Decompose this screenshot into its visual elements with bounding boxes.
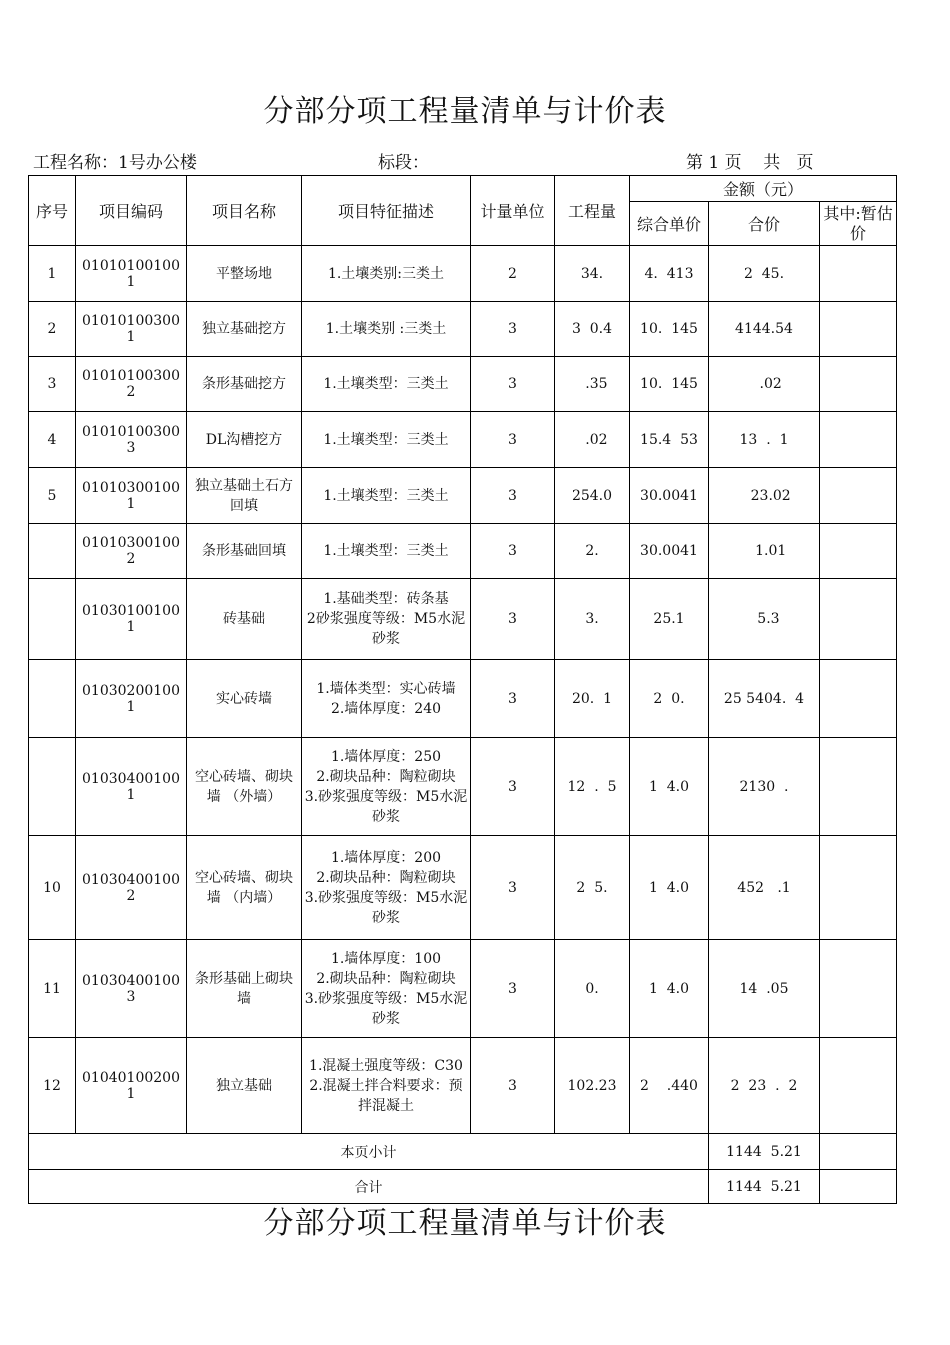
bill-of-quantities-table bbox=[28, 175, 897, 1204]
row-provisional bbox=[820, 1038, 897, 1134]
col-code: 项目编码 bbox=[76, 176, 187, 246]
row-provisional bbox=[820, 836, 897, 940]
row-unit-price: 4. 413 bbox=[630, 246, 709, 302]
table-row bbox=[29, 412, 897, 468]
row-desc: 1.土壤类别:三类土 bbox=[302, 246, 471, 302]
row-total: 1.01 bbox=[709, 524, 820, 579]
row-unit: 3 bbox=[471, 524, 555, 579]
table-row bbox=[29, 468, 897, 524]
page-subtotal-provisional bbox=[820, 1134, 897, 1170]
row-name: 条形基础上砌块墙 bbox=[187, 940, 302, 1038]
row-name: 独立基础土石方 回填 bbox=[187, 468, 302, 524]
row-seq bbox=[29, 579, 76, 660]
table-row bbox=[29, 738, 897, 836]
row-name: 实心砖墙 bbox=[187, 660, 302, 738]
col-name: 项目名称 bbox=[187, 176, 302, 246]
grand-total-value: 1144 5.21 bbox=[709, 1170, 820, 1204]
row-unit: 3 bbox=[471, 302, 555, 357]
col-seq: 序号 bbox=[29, 176, 76, 246]
table-row bbox=[29, 940, 897, 1038]
row-seq: 12 bbox=[29, 1038, 76, 1134]
row-code: 010301001001 bbox=[76, 579, 187, 660]
row-unit: 3 bbox=[471, 660, 555, 738]
table-row bbox=[29, 357, 897, 412]
row-desc: 1.基础类型：砖条基 2砂浆强度等级：M5水泥砂浆 bbox=[302, 579, 471, 660]
row-total: 2130 . bbox=[709, 738, 820, 836]
row-unit: 3 bbox=[471, 738, 555, 836]
row-provisional bbox=[820, 524, 897, 579]
col-provisional: 其中:暂估价 bbox=[820, 202, 897, 246]
row-total: 14 .05 bbox=[709, 940, 820, 1038]
row-total: 4144.54 bbox=[709, 302, 820, 357]
row-seq: 3 bbox=[29, 357, 76, 412]
col-unit: 计量单位 bbox=[471, 176, 555, 246]
row-unit-price: 30.0041 bbox=[630, 524, 709, 579]
page-indicator: 第 1 页 共 页 bbox=[686, 153, 814, 173]
row-qty: .02 bbox=[555, 412, 630, 468]
row-name: 平整场地 bbox=[187, 246, 302, 302]
row-qty: 0. bbox=[555, 940, 630, 1038]
col-total: 合价 bbox=[709, 202, 820, 246]
row-code: 010103001001 bbox=[76, 468, 187, 524]
row-name: DL沟槽挖方 bbox=[187, 412, 302, 468]
row-unit: 3 bbox=[471, 412, 555, 468]
row-unit: 3 bbox=[471, 357, 555, 412]
row-seq: 5 bbox=[29, 468, 76, 524]
row-qty: 2 5. bbox=[555, 836, 630, 940]
row-total: 13 . 1 bbox=[709, 412, 820, 468]
row-name: 砖基础 bbox=[187, 579, 302, 660]
row-unit-price: 1 4.0 bbox=[630, 836, 709, 940]
row-seq bbox=[29, 524, 76, 579]
row-desc: 1.土壤类别 :三类土 bbox=[302, 302, 471, 357]
section-label: 标段： bbox=[378, 153, 429, 173]
row-unit: 2 bbox=[471, 246, 555, 302]
row-provisional bbox=[820, 660, 897, 738]
row-name: 空心砖墙、砌块墙 （外墙） bbox=[187, 738, 302, 836]
col-amount: 金额（元） bbox=[630, 176, 897, 202]
table-row bbox=[29, 579, 897, 660]
row-code: 010101001001 bbox=[76, 246, 187, 302]
row-total: 5.3 bbox=[709, 579, 820, 660]
col-desc: 项目特征描述 bbox=[302, 176, 471, 246]
row-unit-price: 10. 145 bbox=[630, 357, 709, 412]
row-desc: 1.墙体厚度：100 2.砌块品种：陶粒砌块 3.砂浆强度等级：M5水泥砂浆 bbox=[302, 940, 471, 1038]
row-unit-price: 25.1 bbox=[630, 579, 709, 660]
row-seq bbox=[29, 738, 76, 836]
row-name: 空心砖墙、砌块墙 （内墙） bbox=[187, 836, 302, 940]
next-page-title: 分部分项工程量清单与计价表 bbox=[263, 1206, 667, 1241]
row-code: 010101003001 bbox=[76, 302, 187, 357]
table-row bbox=[29, 1038, 897, 1134]
bill-body bbox=[29, 246, 897, 1134]
col-unit-price: 综合单价 bbox=[630, 202, 709, 246]
row-name: 独立基础 bbox=[187, 1038, 302, 1134]
table-row bbox=[29, 246, 897, 302]
row-unit-price: 30.0041 bbox=[630, 468, 709, 524]
table-row bbox=[29, 524, 897, 579]
table-row bbox=[29, 836, 897, 940]
row-code: 010302001001 bbox=[76, 660, 187, 738]
row-total: 23.02 bbox=[709, 468, 820, 524]
row-desc: 1.墙体类型：实心砖墙 2.墙体厚度：240 bbox=[302, 660, 471, 738]
row-qty: 20. 1 bbox=[555, 660, 630, 738]
row-qty: 2. bbox=[555, 524, 630, 579]
row-unit-price: 15.4 53 bbox=[630, 412, 709, 468]
project-name: 工程名称：1号办公楼 bbox=[33, 153, 197, 173]
row-provisional bbox=[820, 579, 897, 660]
row-seq bbox=[29, 660, 76, 738]
row-qty: .35 bbox=[555, 357, 630, 412]
row-provisional bbox=[820, 940, 897, 1038]
row-unit: 3 bbox=[471, 1038, 555, 1134]
row-qty: 102.23 bbox=[555, 1038, 630, 1134]
row-provisional bbox=[820, 246, 897, 302]
row-desc: 1.墙体厚度：250 2.砌块品种：陶粒砌块 3.砂浆强度等级：M5水泥砂浆 bbox=[302, 738, 471, 836]
row-desc: 1.土壤类型：三类土 bbox=[302, 468, 471, 524]
row-unit: 3 bbox=[471, 836, 555, 940]
row-unit-price: 2 .440 bbox=[630, 1038, 709, 1134]
row-qty: 34. bbox=[555, 246, 630, 302]
row-provisional bbox=[820, 302, 897, 357]
col-qty: 工程量 bbox=[555, 176, 630, 246]
row-desc: 1.墙体厚度：200 2.砌块品种：陶粒砌块 3.砂浆强度等级：M5水泥砂浆 bbox=[302, 836, 471, 940]
page-subtotal-value: 1144 5.21 bbox=[709, 1134, 820, 1170]
row-provisional bbox=[820, 357, 897, 412]
row-code: 010401002001 bbox=[76, 1038, 187, 1134]
row-seq: 2 bbox=[29, 302, 76, 357]
table-row bbox=[29, 302, 897, 357]
row-qty: 3. bbox=[555, 579, 630, 660]
row-code: 010103001002 bbox=[76, 524, 187, 579]
row-unit-price: 2 0. bbox=[630, 660, 709, 738]
row-code: 010304001003 bbox=[76, 940, 187, 1038]
row-unit: 3 bbox=[471, 579, 555, 660]
row-unit: 3 bbox=[471, 468, 555, 524]
row-name: 条形基础回填 bbox=[187, 524, 302, 579]
row-desc: 1.土壤类型：三类土 bbox=[302, 412, 471, 468]
row-total: 2 23 . 2 bbox=[709, 1038, 820, 1134]
row-total: .02 bbox=[709, 357, 820, 412]
row-total: 452 .1 bbox=[709, 836, 820, 940]
row-total: 25 5404. 4 bbox=[709, 660, 820, 738]
row-qty: 12 . 5 bbox=[555, 738, 630, 836]
row-desc: 1.土壤类型：三类土 bbox=[302, 357, 471, 412]
row-total: 2 45. bbox=[709, 246, 820, 302]
row-provisional bbox=[820, 468, 897, 524]
row-desc: 1.混凝土强度等级：C30 2.混凝土拌合料要求：预拌混凝土 bbox=[302, 1038, 471, 1134]
grand-total-label: 合计 bbox=[29, 1170, 709, 1204]
row-qty: 254.0 bbox=[555, 468, 630, 524]
row-seq: 4 bbox=[29, 412, 76, 468]
row-unit-price: 1 4.0 bbox=[630, 738, 709, 836]
row-qty: 3 0.4 bbox=[555, 302, 630, 357]
row-name: 独立基础挖方 bbox=[187, 302, 302, 357]
row-unit-price: 10. 145 bbox=[630, 302, 709, 357]
page-title: 分部分项工程量清单与计价表 bbox=[263, 94, 667, 129]
row-seq: 1 bbox=[29, 246, 76, 302]
row-code: 010304001002 bbox=[76, 836, 187, 940]
row-provisional bbox=[820, 738, 897, 836]
row-unit-price: 1 4.0 bbox=[630, 940, 709, 1038]
row-seq: 10 bbox=[29, 836, 76, 940]
row-unit: 3 bbox=[471, 940, 555, 1038]
row-code: 010101003003 bbox=[76, 412, 187, 468]
page-subtotal-label: 本页小计 bbox=[29, 1134, 709, 1170]
row-provisional bbox=[820, 412, 897, 468]
row-code: 010304001001 bbox=[76, 738, 187, 836]
row-desc: 1.土壤类型：三类土 bbox=[302, 524, 471, 579]
row-code: 010101003002 bbox=[76, 357, 187, 412]
table-row bbox=[29, 660, 897, 738]
row-seq: 11 bbox=[29, 940, 76, 1038]
row-name: 条形基础挖方 bbox=[187, 357, 302, 412]
